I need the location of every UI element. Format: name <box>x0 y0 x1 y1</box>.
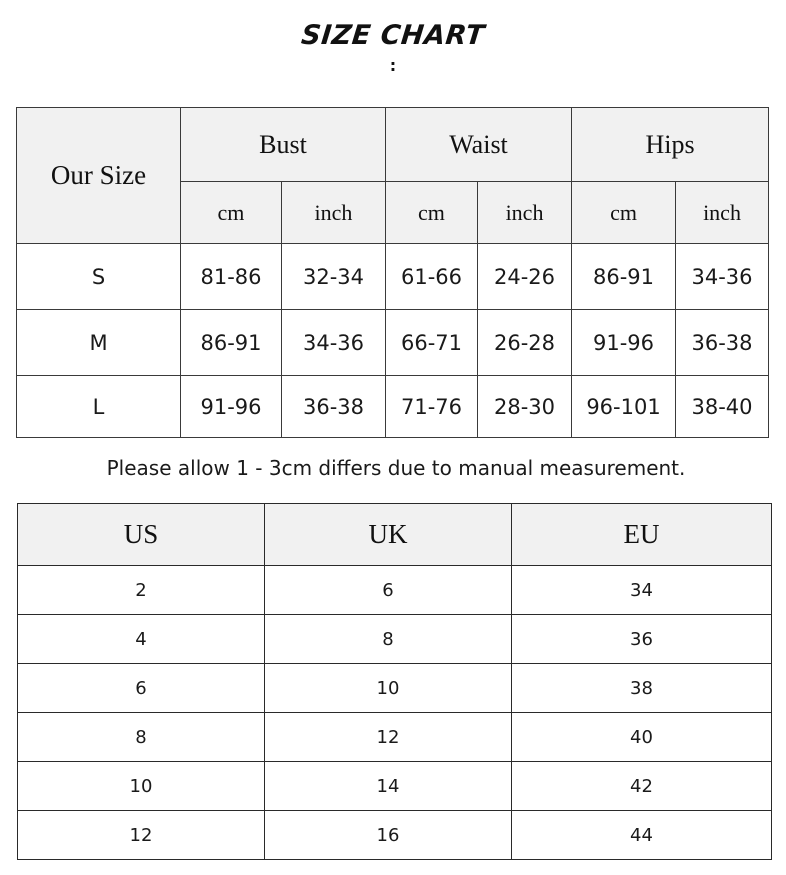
table-row <box>18 811 772 860</box>
hips-inch-cell: 38-40 <box>676 376 769 438</box>
measurement-note: Please allow 1 - 3cm differs due to manual measurement. <box>106 456 686 480</box>
bust-cm-cell: 86-91 <box>181 310 282 376</box>
table-row <box>18 566 772 615</box>
page-title: SIZE CHART <box>299 20 487 51</box>
hips-cm-cell: 91-96 <box>572 310 676 376</box>
waist-cm-header: cm <box>386 182 478 244</box>
us-cell: 12 <box>18 811 265 860</box>
bust-cm-cell: 81-86 <box>181 244 282 310</box>
us-cell: 4 <box>18 615 265 664</box>
measurements-table <box>16 107 769 438</box>
uk-header: UK <box>265 504 512 566</box>
bust-cm-cell: 91-96 <box>181 376 282 438</box>
bust-inch-cell: 36-38 <box>282 376 386 438</box>
table-row <box>18 713 772 762</box>
uk-cell: 12 <box>265 713 512 762</box>
table-row <box>17 244 769 310</box>
waist-cm-cell: 66-71 <box>386 310 478 376</box>
table-row <box>18 615 772 664</box>
hips-cm-header: cm <box>572 182 676 244</box>
title-colon: : <box>389 56 397 75</box>
waist-cm-cell: 61-66 <box>386 244 478 310</box>
header-row-groups <box>17 108 769 182</box>
table-row <box>18 664 772 713</box>
eu-cell: 40 <box>512 713 772 762</box>
hips-inch-header: inch <box>676 182 769 244</box>
eu-cell: 44 <box>512 811 772 860</box>
eu-cell: 38 <box>512 664 772 713</box>
our-size-header: Our Size <box>17 108 181 244</box>
hips-cm-cell: 96-101 <box>572 376 676 438</box>
size-cell: S <box>17 244 181 310</box>
table-row <box>17 376 769 438</box>
hips-cm-cell: 86-91 <box>572 244 676 310</box>
us-cell: 6 <box>18 664 265 713</box>
bust-inch-cell: 34-36 <box>282 310 386 376</box>
conversion-table <box>17 503 772 860</box>
waist-inch-cell: 24-26 <box>478 244 572 310</box>
waist-header: Waist <box>386 108 572 182</box>
us-header: US <box>18 504 265 566</box>
waist-cm-cell: 71-76 <box>386 376 478 438</box>
uk-cell: 6 <box>265 566 512 615</box>
bust-inch-header: inch <box>282 182 386 244</box>
eu-header: EU <box>512 504 772 566</box>
eu-cell: 36 <box>512 615 772 664</box>
conversion-header-row <box>18 504 772 566</box>
size-cell: L <box>17 376 181 438</box>
hips-header: Hips <box>572 108 769 182</box>
uk-cell: 10 <box>265 664 512 713</box>
waist-inch-header: inch <box>478 182 572 244</box>
eu-cell: 42 <box>512 762 772 811</box>
bust-inch-cell: 32-34 <box>282 244 386 310</box>
uk-cell: 14 <box>265 762 512 811</box>
bust-header: Bust <box>181 108 386 182</box>
us-cell: 10 <box>18 762 265 811</box>
bust-cm-header: cm <box>181 182 282 244</box>
us-cell: 2 <box>18 566 265 615</box>
table-row <box>17 310 769 376</box>
waist-inch-cell: 28-30 <box>478 376 572 438</box>
hips-inch-cell: 36-38 <box>676 310 769 376</box>
size-cell: M <box>17 310 181 376</box>
hips-inch-cell: 34-36 <box>676 244 769 310</box>
uk-cell: 16 <box>265 811 512 860</box>
us-cell: 8 <box>18 713 265 762</box>
uk-cell: 8 <box>265 615 512 664</box>
eu-cell: 34 <box>512 566 772 615</box>
table-row <box>18 762 772 811</box>
waist-inch-cell: 26-28 <box>478 310 572 376</box>
